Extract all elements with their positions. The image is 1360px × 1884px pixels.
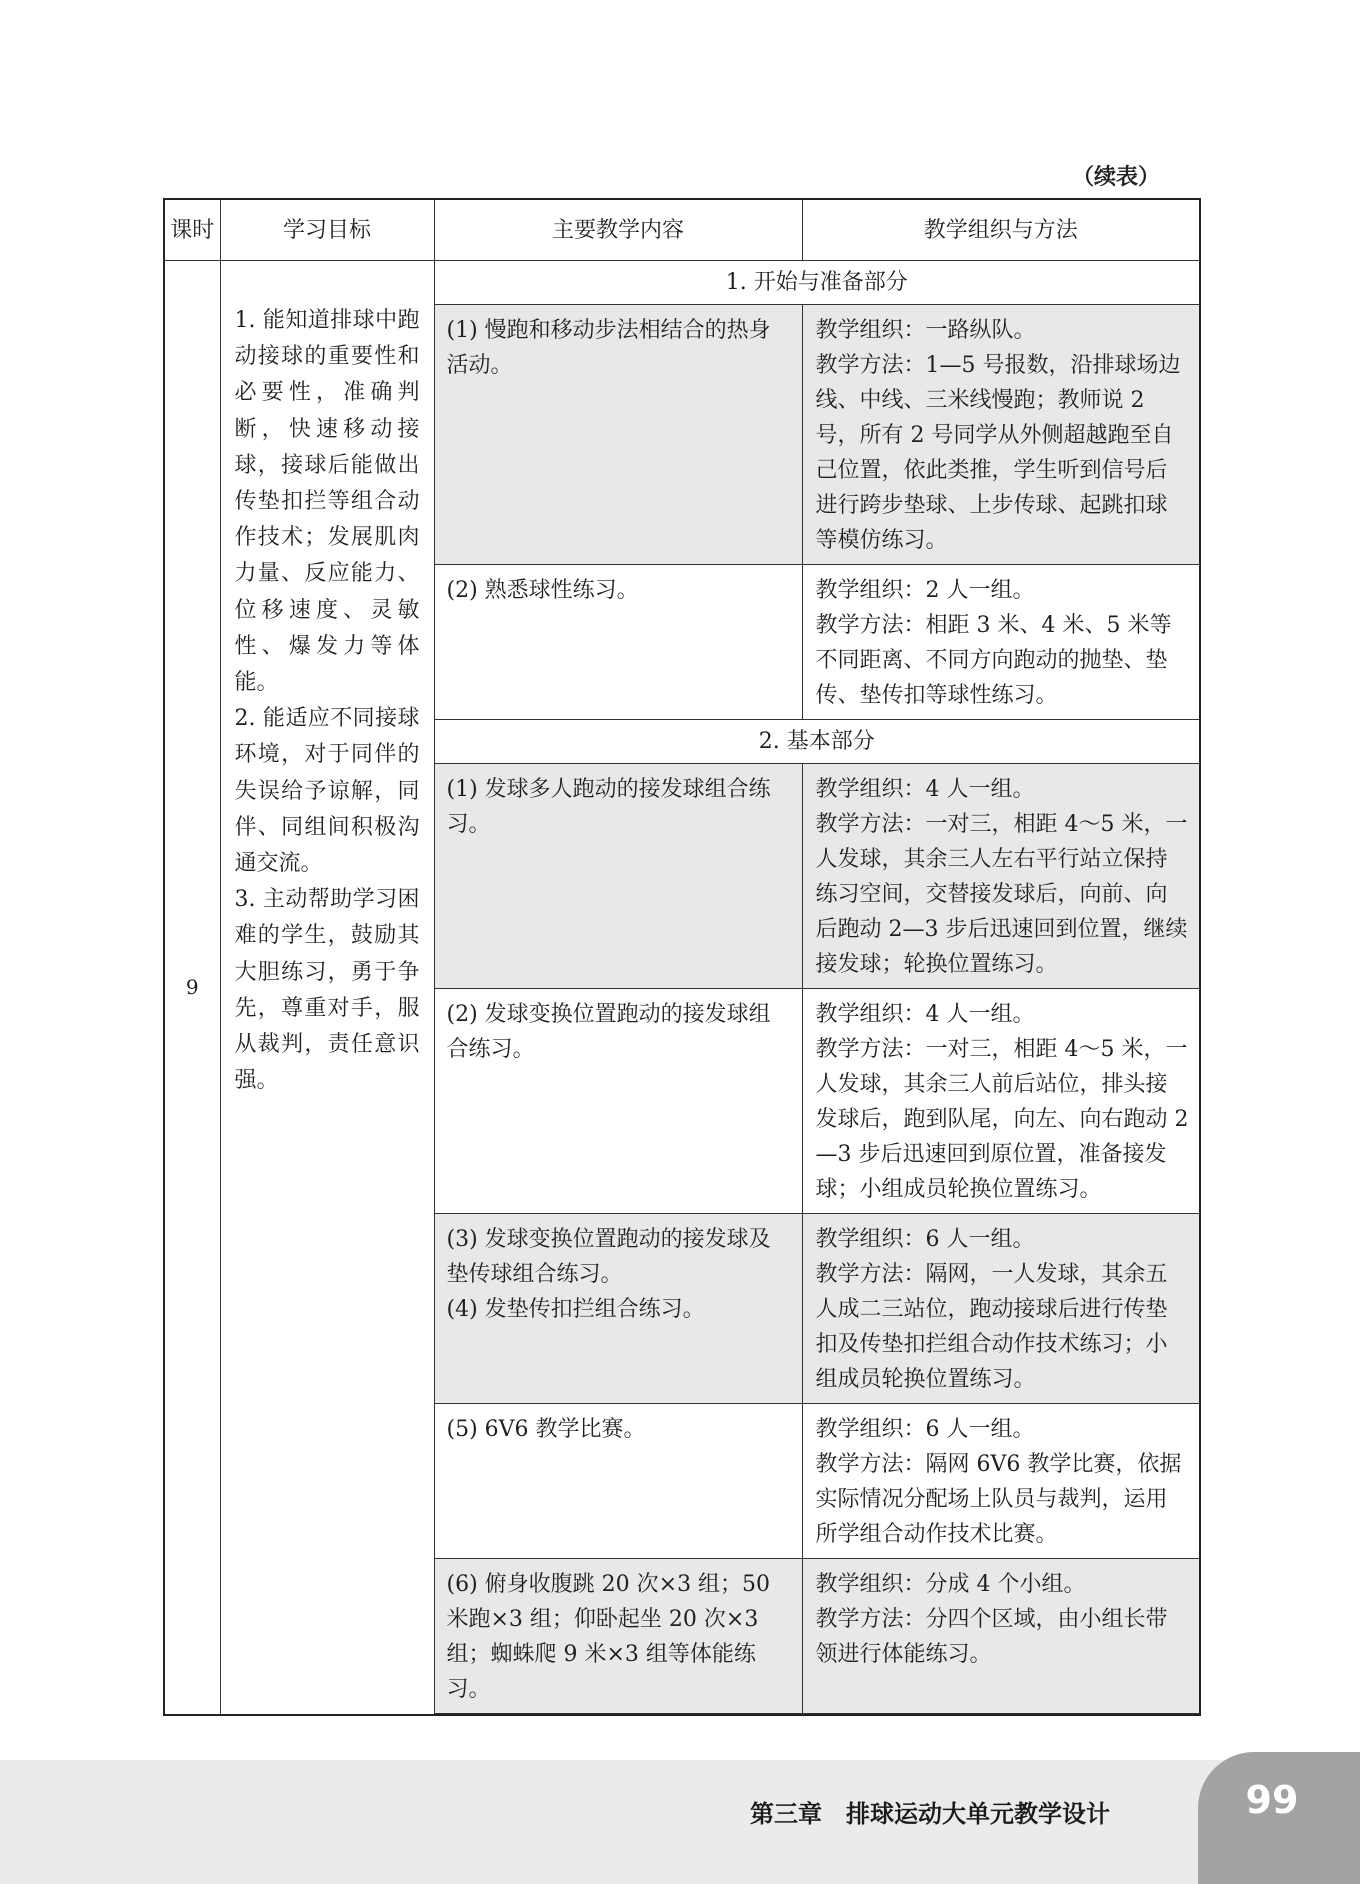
method-text: 教学方法：分四个区域，由小组长带领进行体能练习。: [815, 1607, 1168, 1667]
content-cell: [434, 565, 802, 720]
goal-item: 1. 能知道排球中跑动接球的重要性和必要性，准确判断，快速移动接球，接球后能做出传垫扣拦等组合动作技术；发展肌肉力量、反应能力、位移速度、灵敏性、爆发力等体能。: [234, 308, 420, 696]
method-cell: [802, 565, 1200, 720]
content-cell: [434, 1214, 802, 1404]
content-text: (4) 发垫传扣拦组合练习。: [446, 1297, 705, 1322]
content-text: (2) 熟悉球性练习。: [446, 578, 639, 603]
method-org-text: 教学组织：4 人一组。: [815, 1002, 1035, 1027]
content-cell: [434, 989, 802, 1214]
content-text: (6) 俯身收腹跳 20 次×3 组；50 米跑×3 组；仰卧起坐 20 次×3 组；蜘蛛爬 9 米×3 组等体能练习。: [446, 1572, 771, 1702]
learning-goals: [220, 261, 434, 1716]
content-cell: [434, 1559, 802, 1714]
header-goals: 学习目标: [220, 199, 434, 261]
page-footer: [0, 1760, 1360, 1884]
content-text: (1) 发球多人跑动的接发球组合练习。: [446, 777, 771, 837]
method-cell: [802, 305, 1200, 565]
page-number: 99: [1245, 1778, 1299, 1822]
header-row: [164, 199, 1200, 261]
goal-item: 3. 主动帮助学习困难的学生，鼓励其大胆练习，勇于争先，尊重对手，服从裁判，责任意识强。: [234, 887, 420, 1094]
section-title: 1. 开始与准备部分: [434, 261, 1200, 305]
method-text: 教学方法：隔网，一人发球，其余五人成二三站位，跑动接球后进行传垫扣及传垫扣拦组合动作技术练习；小组成员轮换位置练习。: [815, 1262, 1168, 1392]
method-cell: [802, 1404, 1200, 1559]
continued-label: （续表）: [1071, 165, 1160, 190]
header-content: 主要教学内容: [434, 199, 802, 261]
method-org-text: 教学组织：6 人一组。: [815, 1417, 1035, 1442]
method-org-text: 教学组织：2 人一组。: [815, 578, 1035, 603]
method-org-text: 教学组织：4 人一组。: [815, 777, 1035, 802]
content-cell: [434, 764, 802, 989]
chapter-title: 第三章 排球运动大单元教学设计: [750, 1800, 1110, 1828]
content-text: (2) 发球变换位置跑动的接发球组合练习。: [446, 1002, 771, 1062]
goal-item: 2. 能适应不同接球环境，对于同伴的失误给予谅解，同伴、同组间积极沟通交流。: [234, 706, 420, 877]
method-text: 教学方法：一对三，相距 4～5 米，一人发球，其余三人前后站位，排头接发球后，跑到队尾，向左、向右跑动 2—3 步后迅速回到原位置，准备接发球；小组成员轮换位置练习。: [815, 1037, 1189, 1202]
method-org-text: 教学组织：6 人一组。: [815, 1227, 1035, 1252]
method-cell: [802, 1214, 1200, 1404]
method-org-text: 教学组织：一路纵队。: [815, 318, 1036, 343]
content-text: (5) 6V6 教学比赛。: [446, 1417, 646, 1442]
method-text: 教学方法：一对三，相距 4～5 米，一人发球，其余三人左右平行站立保持练习空间，交替接发球后，向前、向后跑动 2—3 步后迅速回到位置，继续接发球；轮换位置练习。: [815, 812, 1188, 977]
method-cell: [802, 764, 1200, 989]
lesson-number: 9: [164, 261, 220, 1716]
method-cell: [802, 989, 1200, 1214]
lesson-plan-table: [163, 198, 1201, 1716]
content-cell: [434, 1404, 802, 1559]
header-method: 教学组织与方法: [802, 199, 1200, 261]
method-cell: [802, 1559, 1200, 1714]
method-text: 教学方法：隔网 6V6 教学比赛，依据实际情况分配场上队员与裁判，运用所学组合动作技术比赛。: [815, 1452, 1182, 1547]
method-text: 教学方法：1—5 号报数，沿排球场边线、中线、三米线慢跑；教师说 2 号，所有 2 号同学从外侧超越跑至自己位置，依此类推，学生听到信号后进行跨步垫球、上步传球、起跳扣球等模仿练习。: [815, 353, 1181, 553]
method-org-text: 教学组织：分成 4 个小组。: [815, 1572, 1086, 1597]
section-title: 2. 基本部分: [434, 720, 1200, 764]
content-cell: [434, 305, 802, 565]
method-text: 教学方法：相距 3 米、4 米、5 米等不同距离、不同方向跑动的抛垫、垫传、垫传扣等球性练习。: [815, 613, 1172, 708]
header-lesson: 课时: [164, 199, 220, 261]
content-text: (1) 慢跑和移动步法相结合的热身活动。: [446, 318, 771, 378]
content-text: (3) 发球变换位置跑动的接发球及垫传球组合练习。: [446, 1227, 771, 1287]
